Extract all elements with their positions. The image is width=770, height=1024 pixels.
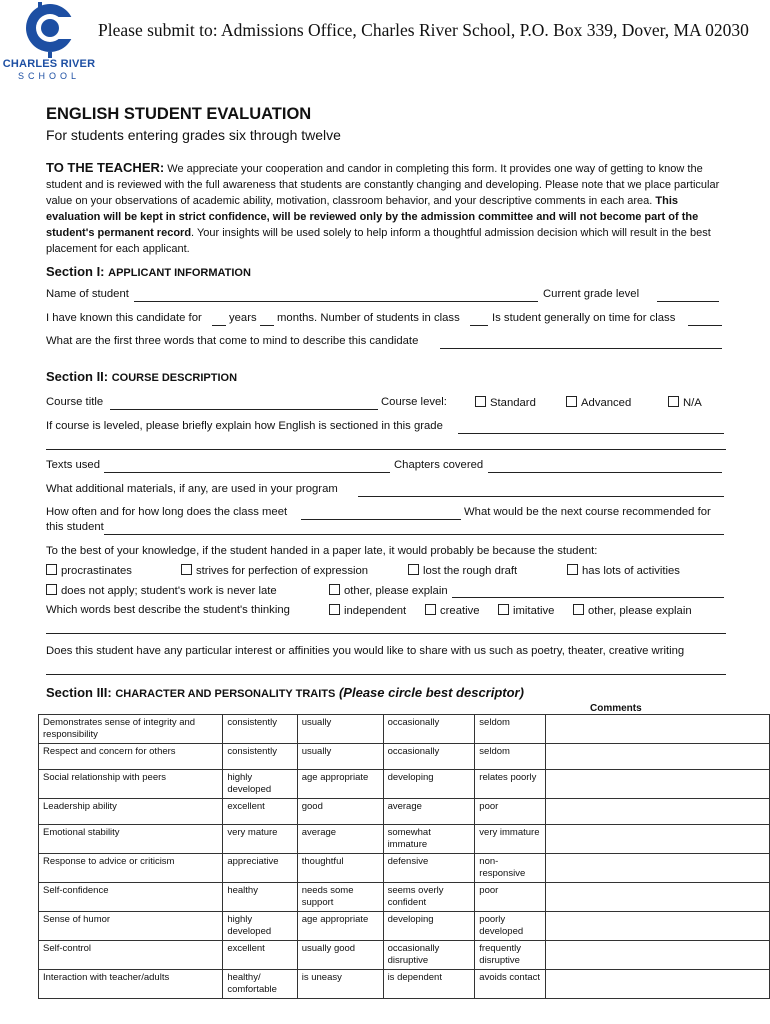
trait-descriptor[interactable]: age appropriate (297, 770, 383, 799)
checkbox[interactable] (425, 604, 436, 615)
this-student-label: this student (46, 521, 104, 533)
checkbox[interactable] (408, 564, 419, 575)
on-time-input[interactable] (688, 325, 722, 326)
trait-descriptor[interactable]: occasionally disruptive (383, 941, 475, 970)
trait-comment-cell[interactable] (545, 970, 769, 999)
name-input[interactable] (134, 301, 538, 302)
traits-table (38, 714, 770, 999)
months-input[interactable] (260, 325, 274, 326)
form-subtitle: For students entering grades six through twelve (46, 127, 341, 143)
trait-row (39, 715, 770, 744)
trait-descriptor[interactable]: seldom (475, 744, 545, 770)
trait-descriptor[interactable]: poor (475, 799, 545, 825)
materials-input[interactable] (358, 496, 724, 497)
section-2-heading: Section II: COURSE DESCRIPTION (46, 369, 238, 384)
course-level-label: Course level: (381, 396, 447, 408)
section-3-heading: Section III: CHARACTER AND PERSONALITY TRAITS (Please circle best descriptor) (46, 685, 524, 700)
trait-descriptor[interactable]: occasionally (383, 715, 475, 744)
form-title: ENGLISH STUDENT EVALUATION (46, 105, 312, 123)
checkbox[interactable] (46, 564, 57, 575)
trait-descriptor[interactable]: somewhat immature (383, 825, 475, 854)
trait-descriptor[interactable]: seems overly confident (383, 883, 475, 912)
trait-descriptor[interactable]: defensive (383, 854, 475, 883)
submit-address: Please submit to: Admissions Office, Charles River School, P.O. Box 339, Dover, MA 02030 (98, 20, 749, 40)
leveled-input[interactable] (458, 433, 724, 434)
three-words-input[interactable] (440, 348, 722, 349)
trait-comment-cell[interactable] (545, 825, 769, 854)
years-label: years (229, 312, 257, 324)
trait-comment-cell[interactable] (545, 912, 769, 941)
trait-comment-cell[interactable] (545, 941, 769, 970)
trait-name: Leadership ability (39, 799, 223, 825)
trait-name: Self-control (39, 941, 223, 970)
how-often-label: How often and for how long does the class meet (46, 506, 288, 518)
trait-name: Sense of humor (39, 912, 223, 941)
trait-row (39, 854, 770, 883)
late-option-procrastinates[interactable]: procrastinates (46, 564, 132, 577)
chapters-input[interactable] (488, 472, 722, 473)
late-other-input[interactable] (452, 597, 724, 598)
name-label: Name of student (46, 288, 129, 300)
na-option[interactable]: N/A (668, 396, 702, 409)
trait-descriptor[interactable]: excellent (223, 941, 297, 970)
leveled-label: If course is leveled, please briefly explain how English is sectioned in this grade (46, 420, 443, 432)
interest-input[interactable] (46, 674, 726, 675)
class-size-input[interactable] (470, 325, 488, 326)
checkbox[interactable] (498, 604, 509, 615)
logo-school: SCHOOL (17, 71, 80, 81)
trait-row (39, 770, 770, 799)
on-time-label: Is student generally on time for class (492, 312, 676, 324)
trait-row (39, 883, 770, 912)
trait-descriptor[interactable]: non-responsive (475, 854, 545, 883)
standard-checkbox[interactable] (475, 396, 486, 407)
teacher-text-2: . Your insights will be used solely to help inform a thoughtful admission decision which will result in the best placement for each applicant. (46, 227, 711, 255)
trait-descriptor[interactable]: consistently (223, 744, 297, 770)
trait-comment-cell[interactable] (545, 770, 769, 799)
texts-used-label: Texts used (46, 459, 101, 471)
grade-input[interactable] (657, 301, 719, 302)
course-title-input[interactable] (110, 409, 378, 410)
trait-comment-cell[interactable] (545, 744, 769, 770)
trait-descriptor[interactable]: poor (475, 883, 545, 912)
standard-option[interactable]: Standard (475, 396, 536, 409)
trait-descriptor[interactable]: good (297, 799, 383, 825)
late-question: To the best of your knowledge, if the student handed in a paper late, it would probably be because the student: (46, 545, 598, 557)
trait-descriptor[interactable]: very immature (475, 825, 545, 854)
trait-row (39, 912, 770, 941)
late-option-not-apply[interactable]: does not apply; student's work is never late (46, 584, 277, 597)
trait-descriptor[interactable]: developing (383, 912, 475, 941)
checkbox[interactable] (181, 564, 192, 575)
logo-name: CHARLES RIVER (2, 58, 96, 70)
checkbox[interactable] (567, 564, 578, 575)
years-input[interactable] (212, 325, 226, 326)
trait-name: Demonstrates sense of integrity and responsibility (39, 715, 223, 744)
trait-descriptor[interactable]: thoughtful (297, 854, 383, 883)
trait-comment-cell[interactable] (545, 854, 769, 883)
trait-descriptor[interactable]: is dependent (383, 970, 475, 999)
texts-used-input[interactable] (104, 472, 390, 473)
checkbox[interactable] (573, 604, 584, 615)
thinking-option-creative[interactable]: creative (425, 604, 480, 617)
trait-descriptor[interactable]: needs some support (297, 883, 383, 912)
trait-descriptor[interactable]: developing (383, 770, 475, 799)
thinking-question: Which words best describe the student's thinking (46, 604, 290, 616)
comments-header: Comments (590, 703, 642, 714)
months-label: months. Number of students in class (277, 312, 460, 324)
chapters-label: Chapters covered (394, 459, 484, 471)
trait-name: Self-confidence (39, 883, 223, 912)
trait-name: Social relationship with peers (39, 770, 223, 799)
trait-name: Respect and concern for others (39, 744, 223, 770)
teacher-confidential: This evaluation will be kept in strict confidence, will be reviewed only by the admission committee and will not become part of the student's permanent record (46, 195, 699, 239)
trait-descriptor[interactable]: highly developed (223, 912, 297, 941)
teacher-lead: TO THE TEACHER: (46, 160, 165, 175)
trait-descriptor[interactable]: healthy/ comfortable (223, 970, 297, 999)
trait-descriptor[interactable]: healthy (223, 883, 297, 912)
trait-descriptor[interactable]: usually good (297, 941, 383, 970)
trait-descriptor[interactable]: average (297, 825, 383, 854)
late-option-activities[interactable]: has lots of activities (567, 564, 680, 577)
advanced-checkbox[interactable] (566, 396, 577, 407)
how-often-input[interactable] (301, 519, 461, 520)
late-option-perfection[interactable]: strives for perfection of expression (181, 564, 368, 577)
trait-descriptor[interactable]: poorly developed (475, 912, 545, 941)
next-course-label: What would be the next course recommended for (464, 506, 711, 518)
course-title-label: Course title (46, 396, 104, 408)
na-checkbox[interactable] (668, 396, 679, 407)
trait-descriptor[interactable]: occasionally (383, 744, 475, 770)
trait-name: Interaction with teacher/adults (39, 970, 223, 999)
thinking-option-other[interactable]: other, please explain (573, 604, 692, 617)
trait-descriptor[interactable]: excellent (223, 799, 297, 825)
checkbox[interactable] (329, 584, 340, 595)
trait-descriptor[interactable]: is uneasy (297, 970, 383, 999)
trait-descriptor[interactable]: very mature (223, 825, 297, 854)
thinking-other-input[interactable] (46, 633, 726, 634)
trait-comment-cell[interactable] (545, 883, 769, 912)
trait-row (39, 970, 770, 999)
trait-descriptor[interactable]: seldom (475, 715, 545, 744)
trait-descriptor[interactable]: usually (297, 715, 383, 744)
trait-descriptor[interactable]: average (383, 799, 475, 825)
late-option-lost-draft[interactable]: lost the rough draft (408, 564, 517, 577)
trait-row (39, 825, 770, 854)
globe-c-icon (0, 0, 100, 60)
trait-descriptor[interactable]: highly developed (223, 770, 297, 799)
thinking-option-imitative[interactable]: imitative (498, 604, 554, 617)
trait-name: Emotional stability (39, 825, 223, 854)
trait-descriptor[interactable]: relates poorly (475, 770, 545, 799)
next-course-input[interactable] (104, 534, 724, 535)
school-logo (0, 0, 100, 86)
checkbox[interactable] (329, 604, 340, 615)
materials-label: What additional materials, if any, are used in your program (46, 483, 338, 495)
known-label: I have known this candidate for (46, 312, 202, 324)
interest-question: Does this student have any particular interest or affinities you would like to share with us such as poetry, theater, creative writing (46, 645, 685, 657)
trait-comment-cell[interactable] (545, 715, 769, 744)
late-option-other[interactable]: other, please explain (329, 584, 448, 597)
thinking-option-independent[interactable]: independent (329, 604, 406, 617)
grade-label: Current grade level (543, 288, 640, 300)
trait-descriptor[interactable]: appreciative (223, 854, 297, 883)
trait-comment-cell[interactable] (545, 799, 769, 825)
teacher-text-1: We appreciate your cooperation and candor in completing this form. It provides one way of getting to know the student and is reviewed with the full awareness that students are constantly changing and developing. Please note that we place particular value on your observations of academic ability, motivation, classroom behavior, and your descriptive comments in each area. (46, 163, 720, 207)
trait-descriptor[interactable]: consistently (223, 715, 297, 744)
trait-row (39, 799, 770, 825)
checkbox[interactable] (46, 584, 57, 595)
three-words-label: What are the first three words that come to mind to describe this candidate (46, 335, 419, 347)
trait-name: Response to advice or criticism (39, 854, 223, 883)
section-1-heading: Section I: APPLICANT INFORMATION (46, 264, 251, 279)
trait-row (39, 941, 770, 970)
leveled-input-2[interactable] (46, 449, 726, 450)
trait-descriptor[interactable]: frequently disruptive (475, 941, 545, 970)
trait-descriptor[interactable]: age appropriate (297, 912, 383, 941)
trait-descriptor[interactable]: avoids contact (475, 970, 545, 999)
trait-descriptor[interactable]: usually (297, 744, 383, 770)
advanced-option[interactable]: Advanced (566, 396, 631, 409)
trait-row (39, 744, 770, 770)
teacher-instructions (46, 160, 726, 257)
